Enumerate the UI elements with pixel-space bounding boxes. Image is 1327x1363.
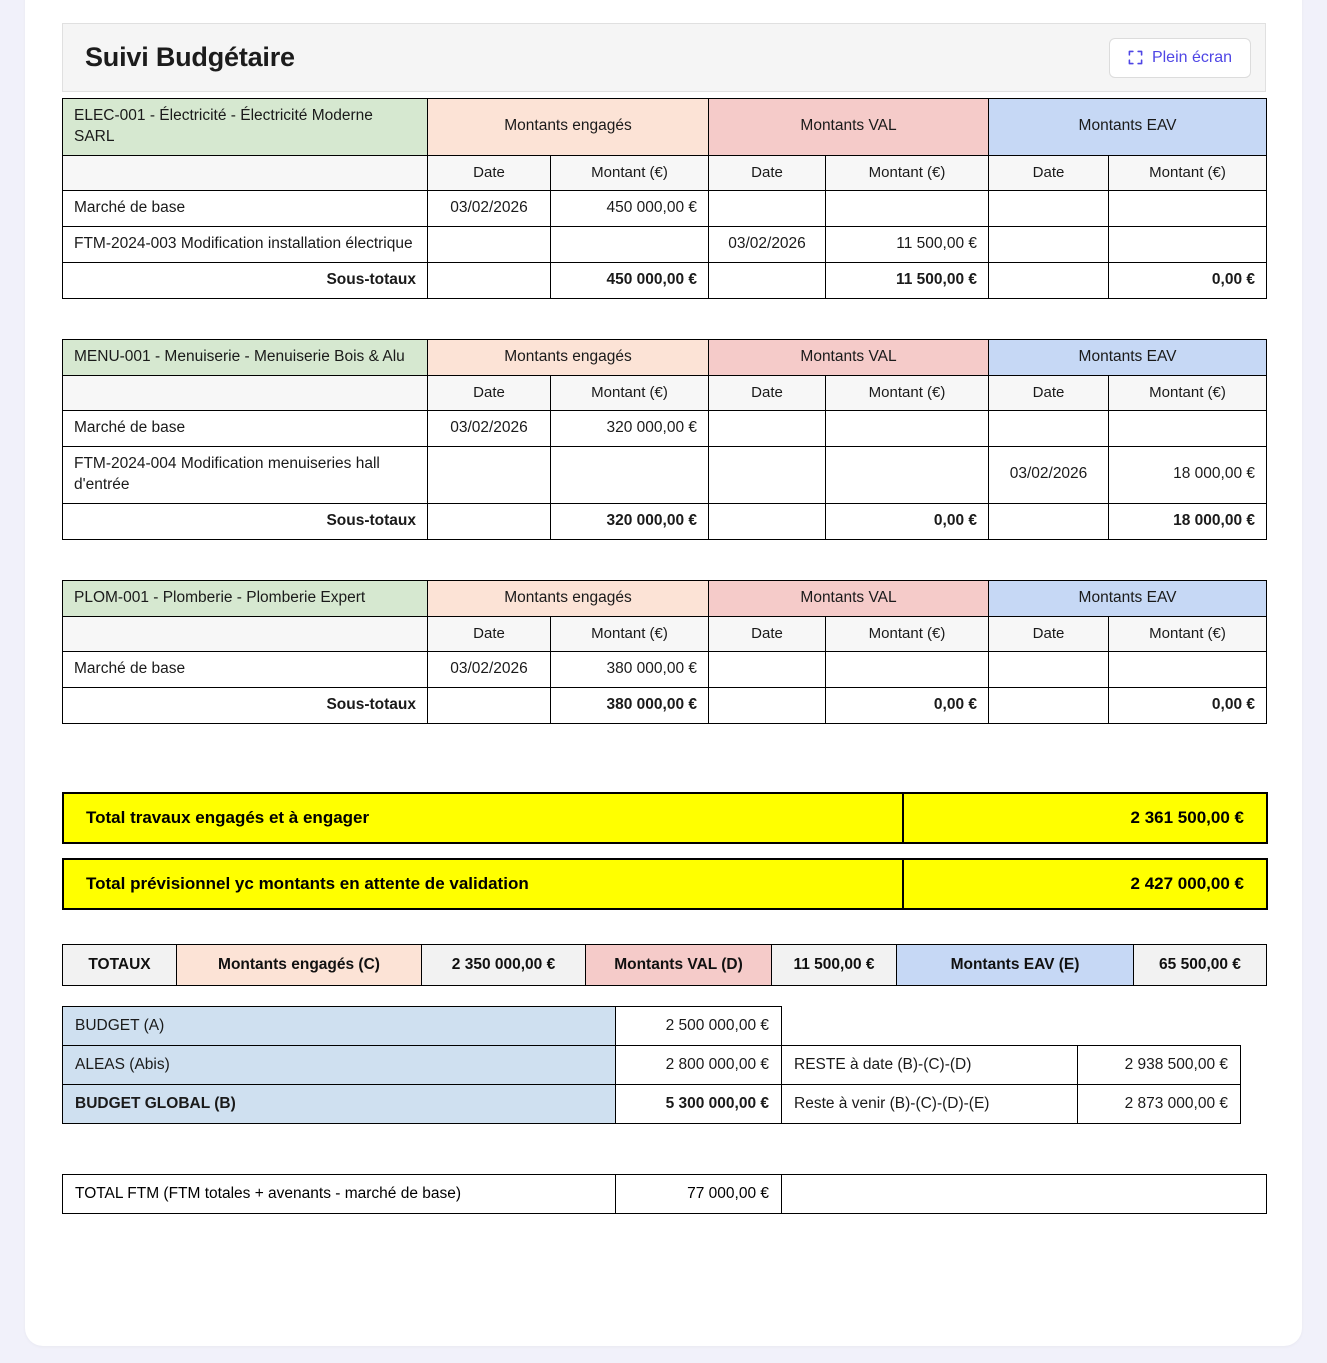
- row-engaged-date: 03/02/2026: [428, 411, 551, 447]
- subheader-engaged-date: Date: [428, 616, 551, 651]
- lot-spacer: [62, 540, 1266, 580]
- budget-calc-label: RESTE à date (B)-(C)-(D): [782, 1045, 1078, 1084]
- page-title: Suivi Budgétaire: [85, 42, 295, 72]
- subtotal-row: [63, 503, 1267, 539]
- subtotal-row: [63, 687, 1267, 723]
- row-engaged-amount: 380 000,00 €: [551, 651, 709, 687]
- subheader-blank: [63, 155, 428, 190]
- totaux-table: [62, 944, 1267, 986]
- subheader-engaged-amount: Montant (€): [551, 155, 709, 190]
- subheader-val-date: Date: [709, 616, 826, 651]
- subheader-eav-amount: Montant (€): [1109, 155, 1267, 190]
- ftm-amount: 77 000,00 €: [616, 1174, 782, 1213]
- budget-row: [63, 1084, 1267, 1123]
- totaux-title: TOTAUX: [63, 944, 177, 985]
- budget-row-label: ALEAS (Abis): [63, 1045, 616, 1084]
- row-engaged-date: 03/02/2026: [428, 191, 551, 227]
- subtotal-eav-date: [989, 687, 1109, 723]
- yellow-total-bar: [62, 792, 1268, 844]
- row-engaged-amount: [551, 446, 709, 503]
- budget-calc-amount: 2 873 000,00 €: [1078, 1084, 1241, 1123]
- subtotal-val-date: [709, 262, 826, 298]
- subtotal-eav-amount: 18 000,00 €: [1109, 503, 1267, 539]
- row-engaged-date: 03/02/2026: [428, 651, 551, 687]
- table-row: [63, 191, 1267, 227]
- totaux-val-label: Montants VAL (D): [586, 944, 772, 985]
- row-label: Marché de base: [63, 651, 428, 687]
- lot-subheader-row: [63, 375, 1267, 410]
- subtotal-engaged-amount: 450 000,00 €: [551, 262, 709, 298]
- budget-calc-label: Reste à venir (B)-(C)-(D)-(E): [782, 1084, 1078, 1123]
- lot-table: [62, 580, 1267, 724]
- budget-row-amount: 2 800 000,00 €: [616, 1045, 782, 1084]
- lot-header-row: [63, 339, 1267, 375]
- row-eav-amount: [1109, 227, 1267, 263]
- row-val-amount: [826, 446, 989, 503]
- budget-row-filler: [1241, 1045, 1267, 1084]
- row-eav-amount: [1109, 651, 1267, 687]
- row-eav-amount: 18 000,00 €: [1109, 446, 1267, 503]
- row-val-amount: [826, 651, 989, 687]
- row-label: FTM-2024-003 Modification installation électrique: [63, 227, 428, 263]
- table-row: [63, 411, 1267, 447]
- subtotal-val-amount: 0,00 €: [826, 687, 989, 723]
- yellow-total-label: Total travaux engagés et à engager: [63, 793, 903, 843]
- fullscreen-button-label: Plein écran: [1151, 48, 1232, 66]
- lot-header-row: [63, 99, 1267, 156]
- ftm-table: [62, 1174, 1267, 1214]
- budget-row-filler: [782, 1006, 1267, 1045]
- subheader-eav-date: Date: [989, 375, 1109, 410]
- group-header-val: Montants VAL: [709, 580, 989, 616]
- ftm-filler: [782, 1174, 1267, 1213]
- subtotal-engaged-amount: 380 000,00 €: [551, 687, 709, 723]
- row-val-amount: 11 500,00 €: [826, 227, 989, 263]
- budget-row-label: BUDGET (A): [63, 1006, 616, 1045]
- yellow-total-row: [63, 859, 1267, 909]
- row-engaged-amount: 450 000,00 €: [551, 191, 709, 227]
- totaux-row: [63, 944, 1267, 985]
- subtotal-eav-date: [989, 262, 1109, 298]
- row-val-date: [709, 411, 826, 447]
- subheader-val-amount: Montant (€): [826, 375, 989, 410]
- row-eav-date: 03/02/2026: [989, 446, 1109, 503]
- row-val-amount: [826, 191, 989, 227]
- lot-table: [62, 339, 1267, 540]
- group-header-eav: Montants EAV: [989, 339, 1267, 375]
- lot-name: PLOM-001 - Plomberie - Plomberie Expert: [63, 580, 428, 616]
- lot-name: MENU-001 - Menuiserie - Menuiserie Bois & Alu: [63, 339, 428, 375]
- subtotal-engaged-date: [428, 262, 551, 298]
- ftm-row: [63, 1174, 1267, 1213]
- yellow-total-row: [63, 793, 1267, 843]
- row-val-date: [709, 651, 826, 687]
- subheader-val-date: Date: [709, 375, 826, 410]
- subtotal-engaged-date: [428, 503, 551, 539]
- yellow-total-amount: 2 427 000,00 €: [903, 859, 1267, 909]
- totaux-engaged-value: 2 350 000,00 €: [422, 944, 586, 985]
- row-eav-date: [989, 411, 1109, 447]
- subtotal-label: Sous-totaux: [63, 687, 428, 723]
- lot-spacer: [62, 724, 1266, 764]
- subheader-val-date: Date: [709, 155, 826, 190]
- group-header-eav: Montants EAV: [989, 580, 1267, 616]
- row-eav-date: [989, 227, 1109, 263]
- totaux-val-value: 11 500,00 €: [772, 944, 897, 985]
- totaux-eav-label: Montants EAV (E): [897, 944, 1134, 985]
- row-eav-date: [989, 191, 1109, 227]
- row-val-date: [709, 191, 826, 227]
- row-eav-date: [989, 651, 1109, 687]
- table-row: [63, 446, 1267, 503]
- table-row: [63, 651, 1267, 687]
- lot-spacer: [62, 299, 1266, 339]
- subheader-val-amount: Montant (€): [826, 616, 989, 651]
- budget-row-filler: [1241, 1084, 1267, 1123]
- subheader-blank: [63, 375, 428, 410]
- lot-table: [62, 98, 1267, 299]
- budget-calc-amount: 2 938 500,00 €: [1078, 1045, 1241, 1084]
- group-header-val: Montants VAL: [709, 99, 989, 156]
- subheader-eav-date: Date: [989, 616, 1109, 651]
- table-row: [63, 227, 1267, 263]
- subtotal-engaged-amount: 320 000,00 €: [551, 503, 709, 539]
- yellow-totals-container: [62, 792, 1266, 910]
- subtotal-eav-amount: 0,00 €: [1109, 262, 1267, 298]
- row-eav-amount: [1109, 411, 1267, 447]
- subheader-val-amount: Montant (€): [826, 155, 989, 190]
- subtotal-engaged-date: [428, 687, 551, 723]
- lot-name: ELEC-001 - Électricité - Électricité Moderne SARL: [63, 99, 428, 156]
- totaux-eav-value: 65 500,00 €: [1134, 944, 1267, 985]
- row-engaged-amount: [551, 227, 709, 263]
- subtotal-eav-amount: 0,00 €: [1109, 687, 1267, 723]
- yellow-total-bar: [62, 858, 1268, 910]
- subheader-engaged-amount: Montant (€): [551, 616, 709, 651]
- subheader-engaged-date: Date: [428, 155, 551, 190]
- lot-subheader-row: [63, 616, 1267, 651]
- budget-row-amount: 2 500 000,00 €: [616, 1006, 782, 1045]
- totaux-engaged-label: Montants engagés (C): [177, 944, 422, 985]
- group-header-eav: Montants EAV: [989, 99, 1267, 156]
- yellow-total-amount: 2 361 500,00 €: [903, 793, 1267, 843]
- subheader-eav-amount: Montant (€): [1109, 375, 1267, 410]
- yellow-total-label: Total prévisionnel yc montants en attente de validation: [63, 859, 903, 909]
- row-engaged-date: [428, 227, 551, 263]
- fullscreen-button[interactable]: [1109, 38, 1251, 78]
- group-header-engaged: Montants engagés: [428, 339, 709, 375]
- lot-subheader-row: [63, 155, 1267, 190]
- row-val-date: 03/02/2026: [709, 227, 826, 263]
- budget-table: [62, 1006, 1267, 1124]
- row-engaged-date: [428, 446, 551, 503]
- row-val-date: [709, 446, 826, 503]
- lot-header-row: [63, 580, 1267, 616]
- subheader-eav-amount: Montant (€): [1109, 616, 1267, 651]
- budget-row-amount: 5 300 000,00 €: [616, 1084, 782, 1123]
- subtotal-row: [63, 262, 1267, 298]
- fullscreen-icon: [1128, 50, 1143, 65]
- lots-container: [62, 98, 1266, 764]
- subtotal-val-amount: 11 500,00 €: [826, 262, 989, 298]
- row-label: Marché de base: [63, 411, 428, 447]
- subheader-eav-date: Date: [989, 155, 1109, 190]
- subtotal-label: Sous-totaux: [63, 262, 428, 298]
- budget-row-label: BUDGET GLOBAL (B): [63, 1084, 616, 1123]
- row-engaged-amount: 320 000,00 €: [551, 411, 709, 447]
- budget-row: [63, 1045, 1267, 1084]
- row-label: FTM-2024-004 Modification menuiseries hall d'entrée: [63, 446, 428, 503]
- subheader-blank: [63, 616, 428, 651]
- ftm-label: TOTAL FTM (FTM totales + avenants - marché de base): [63, 1174, 616, 1213]
- row-val-amount: [826, 411, 989, 447]
- subtotal-val-date: [709, 687, 826, 723]
- subtotal-val-amount: 0,00 €: [826, 503, 989, 539]
- row-eav-amount: [1109, 191, 1267, 227]
- panel-header: [62, 23, 1266, 92]
- subtotal-val-date: [709, 503, 826, 539]
- group-header-engaged: Montants engagés: [428, 99, 709, 156]
- subheader-engaged-amount: Montant (€): [551, 375, 709, 410]
- subtotal-label: Sous-totaux: [63, 503, 428, 539]
- subheader-engaged-date: Date: [428, 375, 551, 410]
- group-header-engaged: Montants engagés: [428, 580, 709, 616]
- group-header-val: Montants VAL: [709, 339, 989, 375]
- budget-row: [63, 1006, 1267, 1045]
- subtotal-eav-date: [989, 503, 1109, 539]
- budget-panel-card: [25, 0, 1302, 1346]
- row-label: Marché de base: [63, 191, 428, 227]
- budget-content: [62, 98, 1266, 1214]
